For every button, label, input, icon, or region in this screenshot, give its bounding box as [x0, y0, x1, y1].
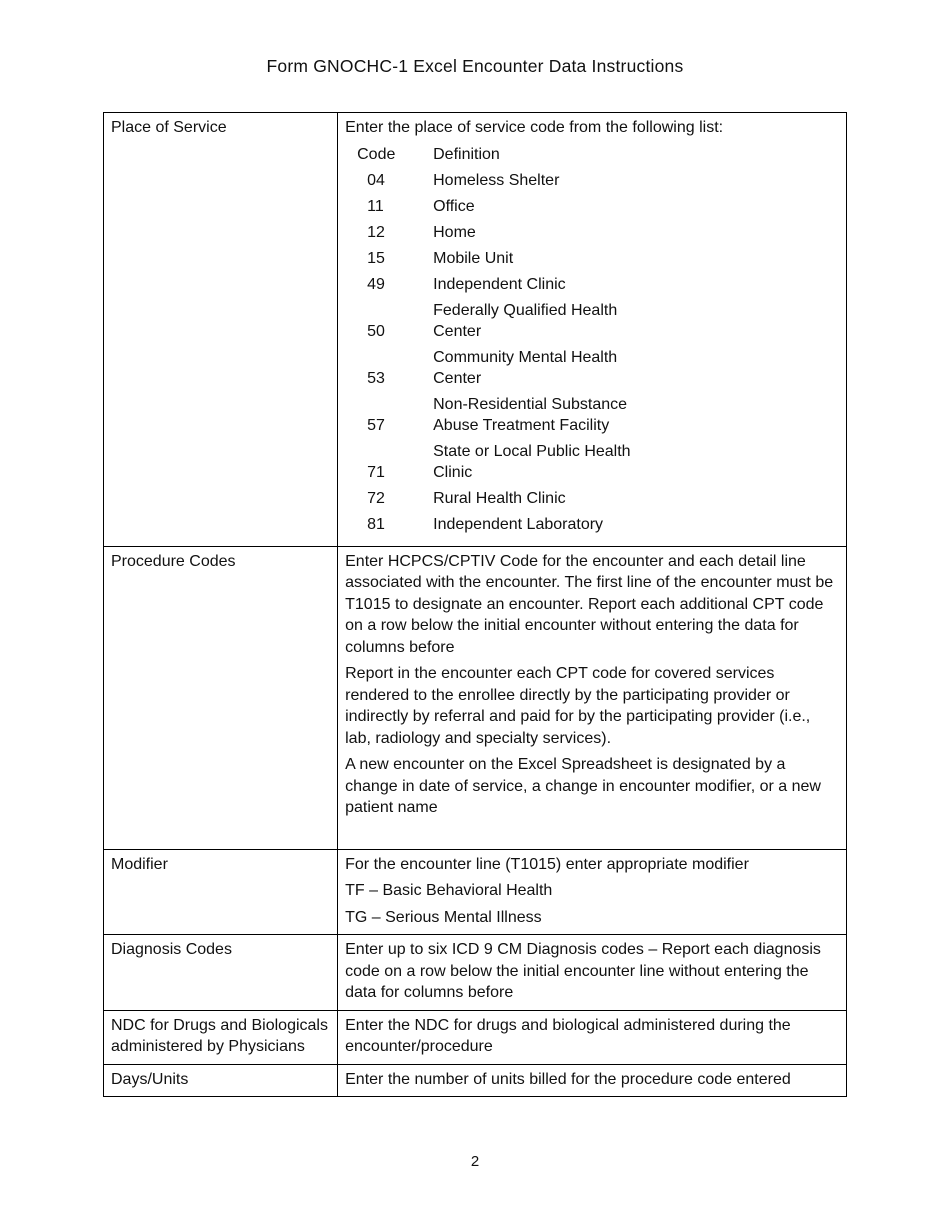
page-number: 2 — [470, 1153, 480, 1170]
place-of-service-code: 72 — [367, 489, 385, 507]
place-of-service-definition: Non-Residential Substance Abuse Treatment Facility — [433, 395, 628, 434]
desc-modifier — [338, 849, 847, 935]
code-list-row — [355, 248, 663, 274]
diagnosis-codes-paragraph: Enter up to six ICD 9 CM Diagnosis codes – Report each diagnosis code on a row below the initial encounter line without entering the data for columns before — [345, 941, 821, 1001]
code-list-row — [355, 514, 663, 540]
ndc-paragraph: Enter the NDC for drugs and biological administered during the encounter/procedure — [345, 1016, 791, 1055]
row-ndc — [104, 1010, 847, 1064]
code-list-row — [355, 488, 663, 514]
code-list-row — [355, 222, 663, 248]
row-place-of-service — [104, 113, 847, 547]
code-column-header: Code — [357, 145, 396, 163]
place-of-service-definition: Homeless Shelter — [433, 171, 560, 189]
desc-ndc — [338, 1010, 847, 1064]
row-procedure-codes — [104, 546, 847, 849]
days-units-paragraph: Enter the number of units billed for the procedure code entered — [345, 1070, 791, 1088]
desc-place-of-service — [338, 113, 847, 547]
place-of-service-definition: Rural Health Clinic — [433, 489, 566, 507]
field-diagnosis-codes: Diagnosis Codes — [104, 935, 338, 1011]
place-of-service-definition: Mobile Unit — [433, 249, 514, 267]
place-of-service-intro: Enter the place of service code from the following list: — [345, 119, 724, 136]
procedure-codes-paragraph-2: Report in the encounter each CPT code for covered services rendered to the enrollee directly by the participating provider or indirectly by referral and paid for by the participating provider (i.e., lab, radiology and specialty services). — [345, 665, 811, 747]
place-of-service-code: 53 — [367, 369, 385, 387]
code-list-header — [355, 144, 663, 170]
modifier-tf: TF – Basic Behavioral Health — [345, 882, 553, 899]
desc-days-units — [338, 1064, 847, 1097]
modifier-tg: TG – Serious Mental Illness — [345, 908, 542, 926]
page-header: Form GNOCHC-1 Excel Encounter Data Instructions — [266, 56, 684, 76]
definition-column-header: Definition — [433, 145, 500, 163]
desc-diagnosis-codes — [338, 935, 847, 1011]
place-of-service-definition: Federally Qualified Health Center — [433, 301, 618, 340]
code-list-row — [355, 196, 663, 222]
place-of-service-definition: Home — [433, 223, 476, 241]
code-list-row — [355, 274, 663, 300]
place-of-service-definition: Office — [433, 197, 475, 215]
place-of-service-code: 50 — [367, 322, 385, 340]
field-modifier: Modifier — [104, 849, 338, 935]
procedure-codes-paragraph-1: Enter HCPCS/CPTIV Code for the encounter and each detail line associated with the encounter. The first line of the encounter must be T1015 to designate an encounter. Report each additional CPT code on a row below the initial encounter without entering the data for columns before — [345, 552, 834, 656]
place-of-service-code: 81 — [367, 515, 385, 533]
place-of-service-code: 71 — [367, 463, 385, 481]
code-list-row — [355, 170, 663, 196]
code-list-row — [355, 394, 663, 441]
place-of-service-definition: Community Mental Health Center — [433, 348, 618, 387]
place-of-service-code: 04 — [367, 171, 385, 189]
place-of-service-definition: Independent Laboratory — [433, 515, 604, 533]
place-of-service-code: 11 — [367, 197, 384, 215]
field-ndc: NDC for Drugs and Biologicals administered by Physicians — [104, 1010, 338, 1064]
place-of-service-definition: Independent Clinic — [433, 275, 566, 293]
row-modifier — [104, 849, 847, 935]
code-list-row — [355, 441, 663, 488]
field-place-of-service: Place of Service — [104, 113, 338, 547]
place-of-service-code: 12 — [367, 223, 385, 241]
place-of-service-code: 57 — [367, 416, 385, 434]
code-list-row — [355, 300, 663, 347]
row-diagnosis-codes — [104, 935, 847, 1011]
place-of-service-code: 15 — [367, 249, 385, 267]
row-days-units — [104, 1064, 847, 1097]
instructions-table — [103, 112, 847, 1097]
code-list-row — [355, 347, 663, 394]
procedure-codes-paragraph-3: A new encounter on the Excel Spreadsheet is designated by a change in date of service, a change in encounter modifier, or a new patient name — [345, 756, 821, 816]
place-of-service-definition: State or Local Public Health Clinic — [433, 442, 631, 481]
field-procedure-codes: Procedure Codes — [104, 546, 338, 849]
place-of-service-code-list — [355, 144, 663, 540]
place-of-service-code: 49 — [367, 275, 385, 293]
modifier-paragraph-1: For the encounter line (T1015) enter appropriate modifier — [345, 855, 749, 873]
desc-procedure-codes — [338, 546, 847, 849]
field-days-units: Days/Units — [104, 1064, 338, 1097]
